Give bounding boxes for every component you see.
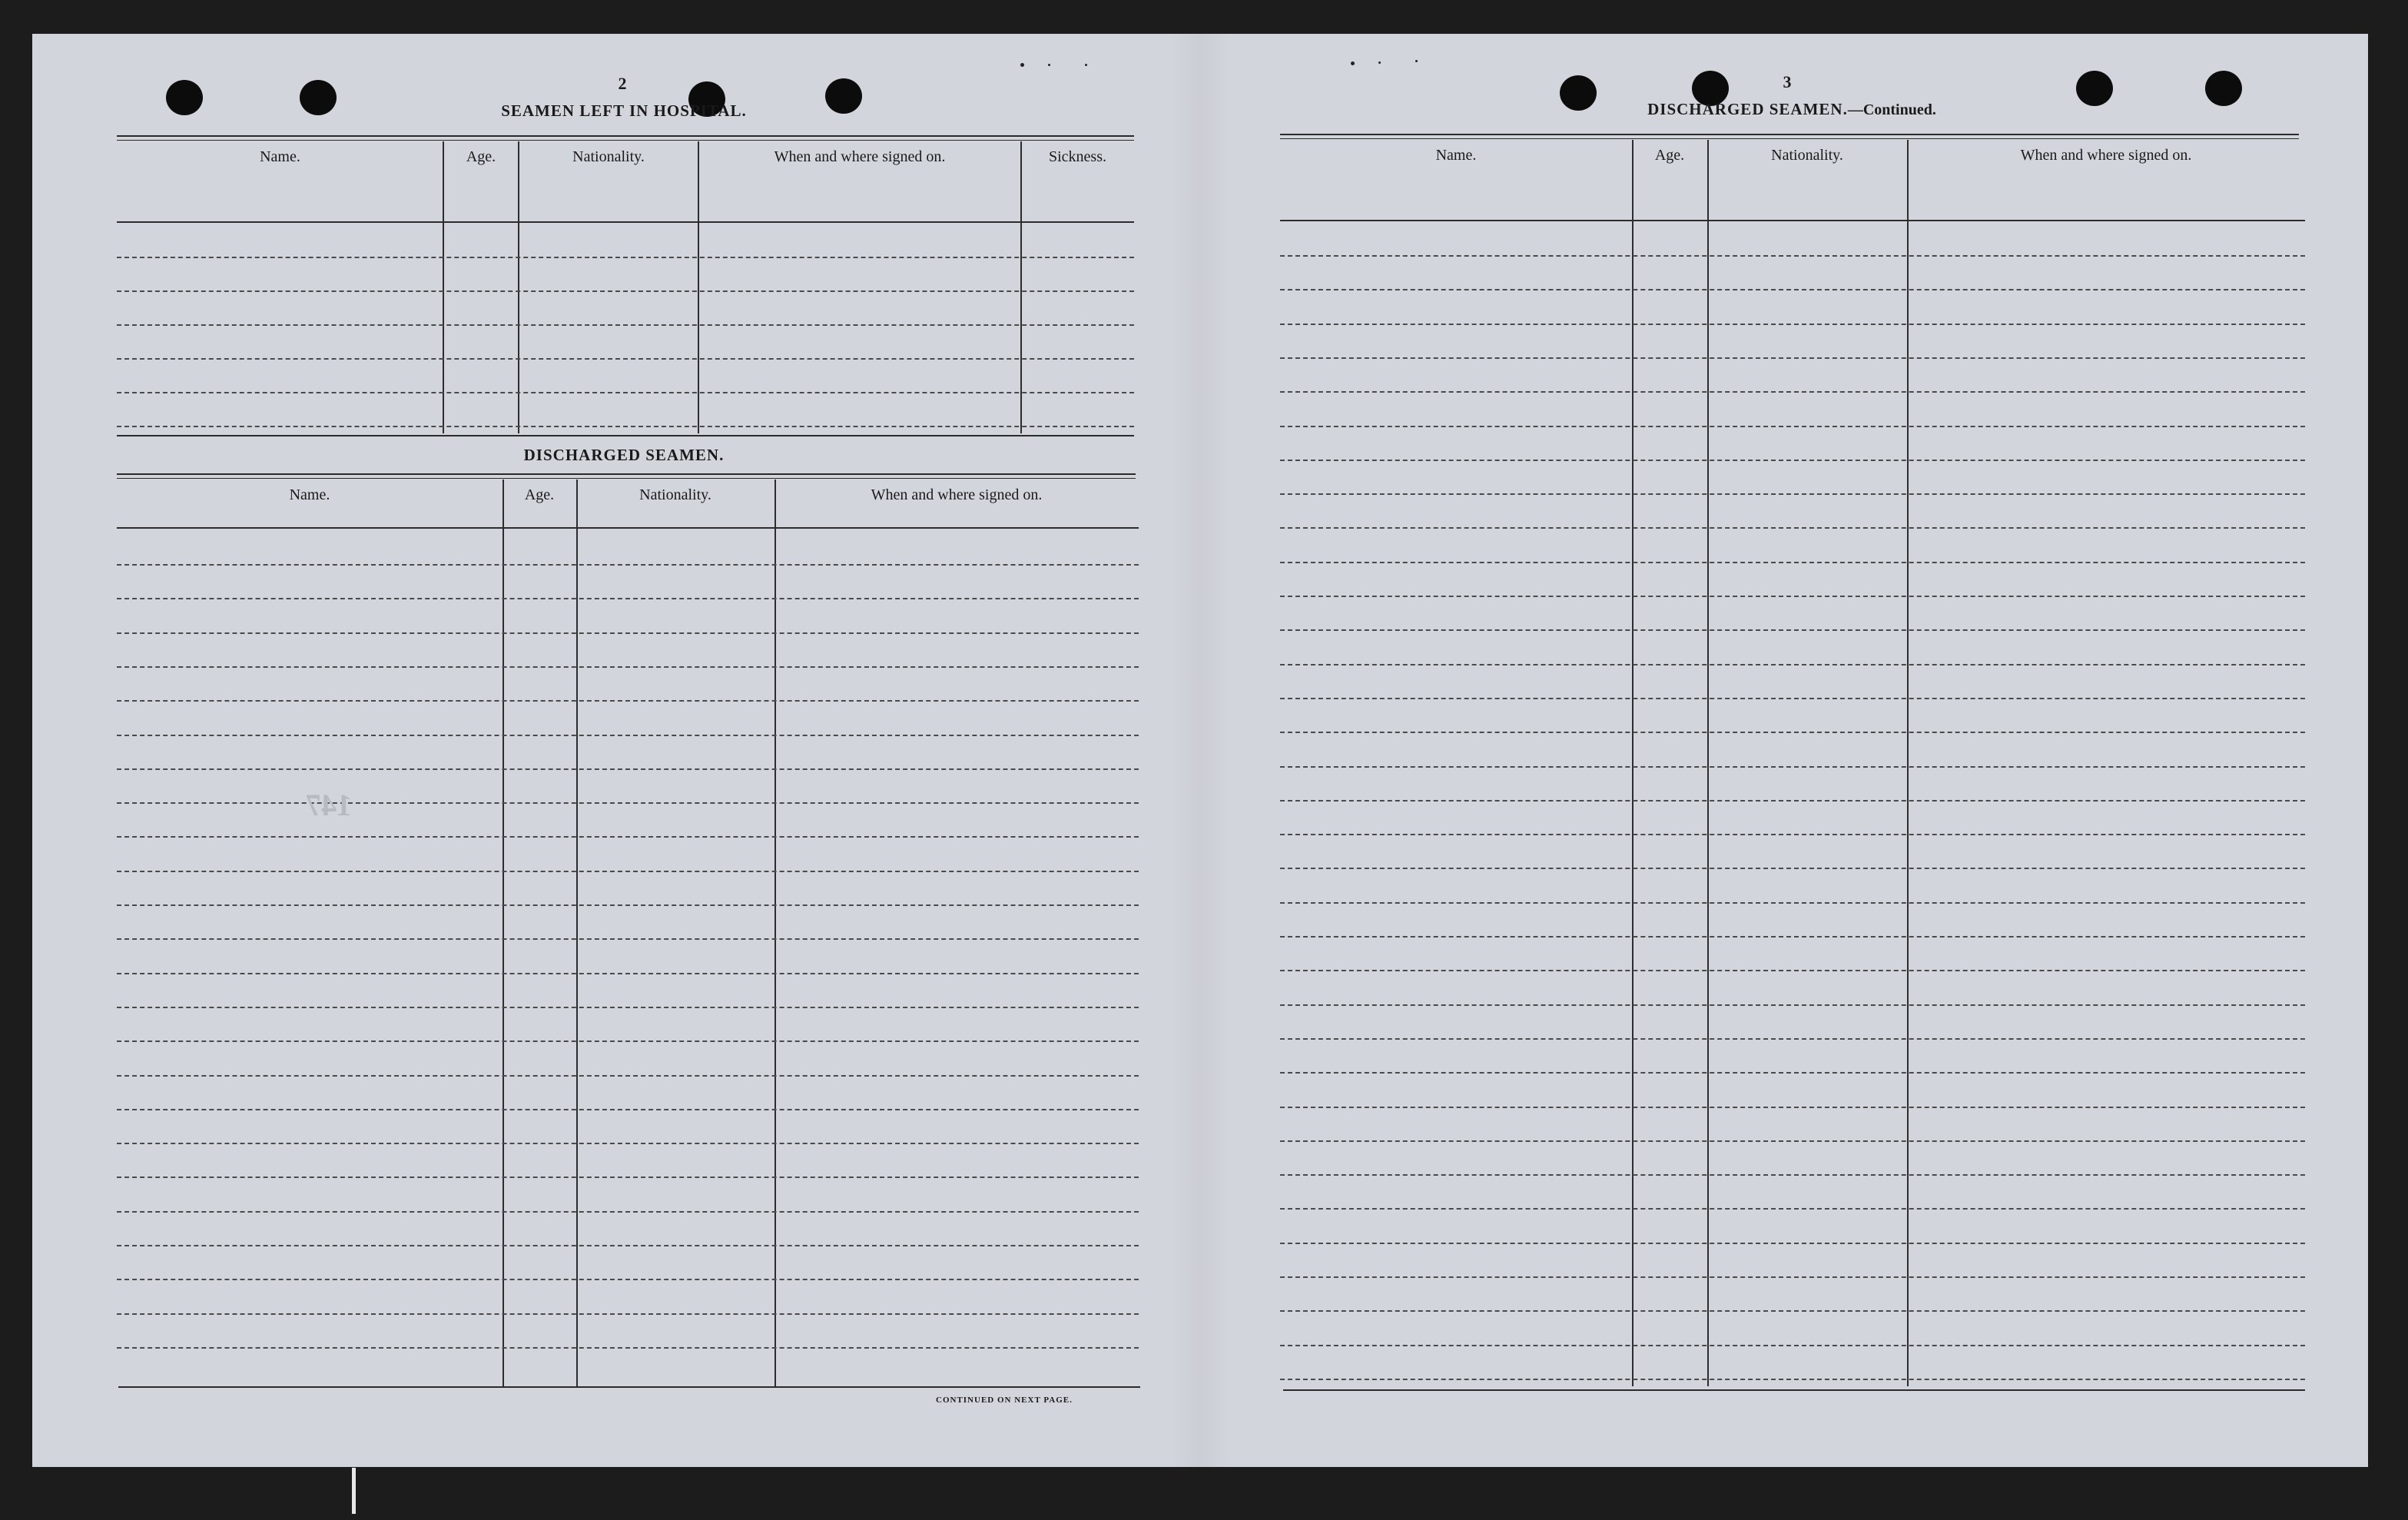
- header-rule: [117, 221, 1134, 223]
- entry-line: [117, 257, 1134, 258]
- column-divider: [576, 480, 578, 1386]
- entry-line: [117, 1109, 1139, 1110]
- column-divider: [443, 141, 444, 433]
- entry-line: [1280, 1345, 2305, 1346]
- discharged-table-left: [117, 480, 1139, 1386]
- hospital-col-sickness: [1021, 141, 1134, 433]
- punch-hole-left-4: [825, 78, 862, 114]
- discharged-top-rule-2: [117, 478, 1136, 479]
- ink-speck: [1048, 64, 1050, 66]
- entry-line: [117, 973, 1139, 974]
- entry-line: [1280, 732, 2305, 733]
- column-divider: [774, 480, 776, 1386]
- hospital-col-nationality: [519, 141, 698, 433]
- entry-line: [117, 735, 1139, 736]
- entry-line: [117, 1211, 1139, 1213]
- entry-line: [1280, 493, 2305, 495]
- discharged-bottom-rule-left: [118, 1386, 1140, 1388]
- discharged-col-name: [117, 480, 502, 1386]
- punch-hole-left-2: [300, 80, 337, 115]
- entry-line: [1280, 936, 2305, 938]
- entry-line: [1280, 664, 2305, 665]
- entry-line: [117, 938, 1139, 940]
- entry-line: [117, 836, 1139, 838]
- entry-line: [1280, 1140, 2305, 1142]
- entry-line: [1280, 766, 2305, 768]
- discharged-col-signed-on: [774, 480, 1139, 1386]
- continued-footnote: CONTINUED ON NEXT PAGE.: [936, 1396, 1073, 1405]
- punch-hole-right-3: [2076, 71, 2113, 106]
- entry-line: [1280, 426, 2305, 427]
- entry-line: [117, 324, 1134, 326]
- entry-line: [1280, 834, 2305, 835]
- hospital-col-signed-on: [698, 141, 1021, 433]
- ink-speck: [1378, 61, 1381, 64]
- entry-line: [117, 700, 1139, 702]
- hospital-col-nationality-header: Nationality.: [572, 148, 645, 165]
- entry-line: [117, 1143, 1139, 1144]
- column-divider: [1632, 140, 1634, 1386]
- entry-line: [117, 1075, 1139, 1077]
- column-divider: [502, 480, 504, 1386]
- entry-line: [117, 290, 1134, 292]
- discharged-continued-title-main: DISCHARGED SEAMEN.: [1647, 100, 1848, 118]
- ink-speck: [1351, 61, 1355, 65]
- column-divider: [698, 141, 699, 433]
- hospital-col-age-header: Age.: [466, 148, 496, 165]
- discharged-col-nationality-header: Nationality.: [639, 486, 711, 503]
- discharged-section-title: DISCHARGED SEAMEN.: [523, 446, 725, 464]
- ledger-sheet: [32, 34, 2368, 1467]
- entry-line: [117, 1279, 1139, 1280]
- hospital-bottom-rule: [117, 435, 1134, 436]
- entry-line: [1280, 1379, 2305, 1380]
- entry-line: [1280, 460, 2305, 461]
- entry-line: [1280, 527, 2305, 529]
- entry-line: [117, 666, 1139, 668]
- hospital-table: [117, 141, 1134, 433]
- entry-line: [1280, 1276, 2305, 1278]
- ink-speck: [1415, 60, 1418, 62]
- punch-hole-left-1: [166, 80, 203, 115]
- hospital-top-rule: [117, 135, 1134, 137]
- right-col-age-header: Age.: [1654, 147, 1685, 164]
- entry-line: [117, 564, 1139, 566]
- entry-line: [1280, 391, 2305, 393]
- right-col-name-header: Name.: [1435, 147, 1477, 164]
- entry-line: [1280, 255, 2305, 257]
- entry-line: [1280, 902, 2305, 904]
- page-number-left: 2: [618, 74, 627, 93]
- header-rule: [1280, 220, 2305, 221]
- punch-hole-right-4: [2205, 71, 2242, 106]
- hospital-top-rule-2: [117, 140, 1134, 141]
- entry-line: [1280, 629, 2305, 631]
- entry-line: [117, 392, 1134, 393]
- right-top-rule-2: [1280, 138, 2299, 139]
- entry-line: [1280, 1208, 2305, 1210]
- binding-mark: [352, 1468, 356, 1514]
- hospital-col-age: [443, 141, 519, 433]
- discharged-continued-title: [1577, 100, 2007, 119]
- entry-line: [1280, 1243, 2305, 1244]
- entry-line: [1280, 1107, 2305, 1108]
- right-col-age: [1632, 140, 1707, 1386]
- entry-line: [1280, 800, 2305, 801]
- entry-line: [1280, 357, 2305, 359]
- right-col-signed-on: [1907, 140, 2305, 1386]
- right-top-rule: [1280, 134, 2299, 135]
- hospital-col-name: [117, 141, 443, 433]
- hospital-col-sickness-header: Sickness.: [1049, 148, 1106, 165]
- entry-line: [117, 802, 1139, 804]
- bleed-through-number: 147: [306, 788, 352, 822]
- entry-line: [117, 1245, 1139, 1246]
- entry-line: [1280, 289, 2305, 290]
- column-divider: [1907, 140, 1909, 1386]
- fold-shade: [1169, 34, 1231, 1467]
- entry-line: [1280, 698, 2305, 699]
- entry-line: [117, 1177, 1139, 1178]
- entry-line: [117, 426, 1134, 427]
- entry-line: [117, 871, 1139, 872]
- entry-line: [117, 768, 1139, 770]
- page-number-right: 3: [1783, 72, 1792, 91]
- discharged-bottom-rule-right: [1283, 1389, 2305, 1391]
- entry-line: [117, 1313, 1139, 1315]
- entry-line: [1280, 596, 2305, 597]
- hospital-col-name-header: Name.: [260, 148, 300, 165]
- entry-line: [1280, 1004, 2305, 1006]
- entry-line: [1280, 1072, 2305, 1074]
- entry-line: [1280, 1038, 2305, 1040]
- discharged-col-name-header: Name.: [289, 486, 330, 503]
- ink-speck: [1085, 64, 1087, 66]
- column-divider: [1707, 140, 1709, 1386]
- entry-line: [1280, 970, 2305, 971]
- entry-line: [117, 904, 1139, 906]
- discharged-col-age-header: Age.: [524, 486, 555, 503]
- discharged-col-age: [502, 480, 576, 1386]
- column-divider: [1020, 141, 1022, 433]
- entry-line: [1280, 562, 2305, 563]
- entry-line: [117, 358, 1134, 360]
- discharged-continued-suffix: —Continued.: [1847, 101, 1936, 118]
- entry-line: [1280, 868, 2305, 869]
- right-col-name: [1280, 140, 1632, 1386]
- discharged-col-signed-on-header: When and where signed on.: [871, 486, 1043, 503]
- header-rule: [117, 527, 1139, 529]
- column-divider: [518, 141, 519, 433]
- ink-speck: [1020, 63, 1024, 67]
- discharged-col-nationality: [576, 480, 774, 1386]
- entry-line: [117, 632, 1139, 634]
- hospital-section-title: SEAMEN LEFT IN HOSPITAL.: [501, 101, 747, 120]
- discharged-table-right: [1280, 140, 2305, 1386]
- right-col-signed-on-header: When and where signed on.: [2020, 147, 2192, 164]
- entry-line: [117, 1347, 1139, 1349]
- entry-line: [117, 1040, 1139, 1042]
- entry-line: [1280, 324, 2305, 325]
- entry-line: [1280, 1174, 2305, 1176]
- entry-line: [1280, 1310, 2305, 1312]
- entry-line: [117, 1007, 1139, 1008]
- hospital-col-signed-on-header: When and where signed on.: [774, 148, 946, 165]
- entry-line: [117, 598, 1139, 599]
- right-col-nationality: [1707, 140, 1907, 1386]
- discharged-top-rule: [117, 473, 1136, 475]
- right-col-nationality-header: Nationality.: [1771, 147, 1843, 164]
